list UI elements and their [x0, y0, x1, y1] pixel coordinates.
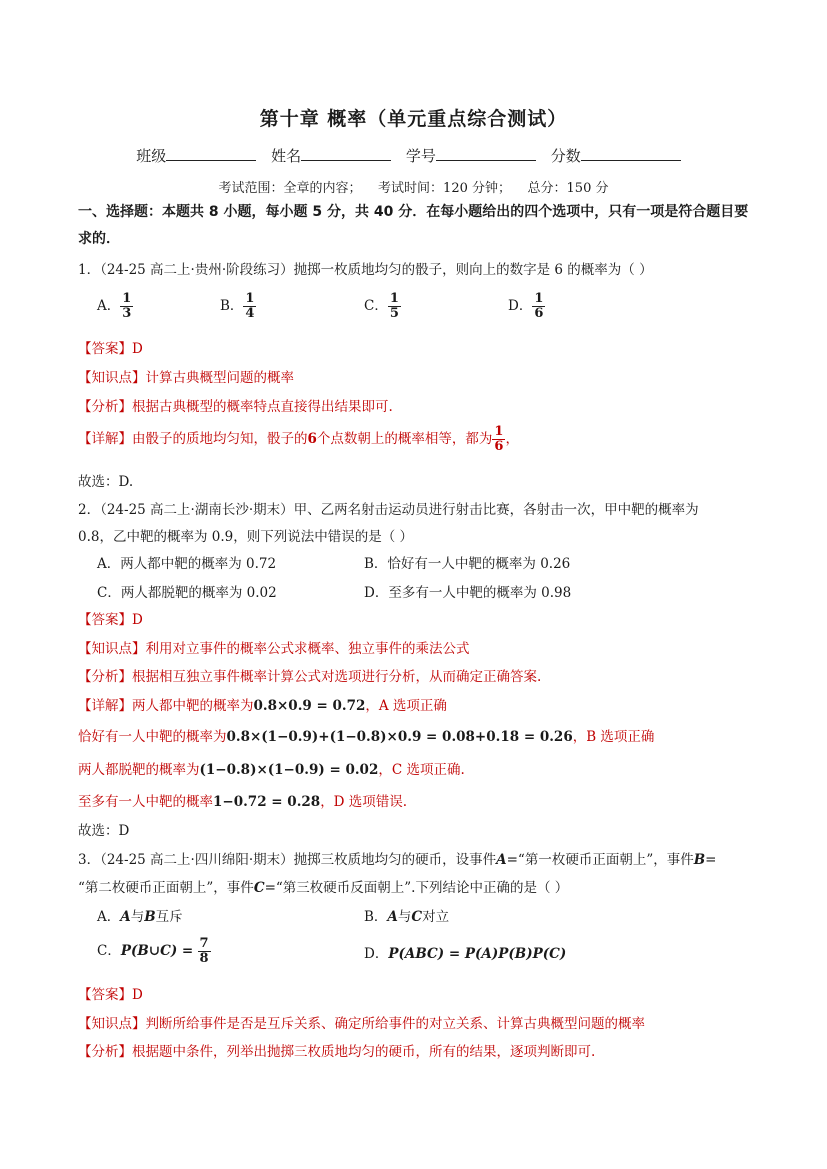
- q2-detail-3: 两人都脱靶的概率为(1−0.8)×(1−0.9) = 0.02，C 选项正确.: [78, 762, 465, 778]
- class-blank[interactable]: [166, 145, 256, 161]
- score-blank[interactable]: [581, 145, 681, 161]
- q1-analysis: 【分析】根据古典概型的概率特点直接得出结果即可.: [78, 399, 393, 415]
- q2-choice: 故选：D: [78, 823, 130, 839]
- exam-total: 总分：150 分: [527, 181, 609, 196]
- q3-stem-line2: “第二枚硬币正面朝上”，事件C=“第三枚硬币反面朝上”.下列结论中正确的是（ ）: [78, 880, 569, 896]
- q2-stem-line1: 2．（24-25 高二上·湖南长沙·期末）甲、乙两名射击运动员进行射击比赛，各射击一次，甲中靶的概率为: [78, 502, 699, 518]
- id-label: 学号: [405, 147, 436, 165]
- header-fields: [0, 145, 827, 166]
- q2-answer: 【答案】D: [78, 612, 143, 628]
- q1-option-c[interactable]: C． $\frac{1}{5}$: [364, 291, 399, 321]
- q2-option-a[interactable]: A．两人都中靶的概率为 0.72: [97, 556, 277, 572]
- score-label: 分数: [550, 147, 581, 165]
- q3-option-a[interactable]: A．A与B互斥: [97, 909, 183, 925]
- q3-option-c[interactable]: C．P(B∪C) = $\frac{7}{8}$: [97, 936, 209, 966]
- q1-answer: 【答案】D: [78, 341, 143, 357]
- q1-b-fraction: $\frac{1}{4}$: [245, 291, 255, 321]
- q1-option-b[interactable]: B． $\frac{1}{4}$: [220, 291, 255, 321]
- class-label: 班级: [136, 147, 167, 165]
- exam-meta: [0, 177, 827, 196]
- q1-knowledge: 【知识点】计算古典概型问题的概率: [78, 370, 294, 386]
- q1-option-a[interactable]: A． $\frac{1}{3}$: [97, 291, 132, 321]
- q2-stem-line2: 0.8，乙中靶的概率为 0.9，则下列说法中错误的是（ ）: [78, 529, 414, 545]
- exam-time: 考试时间：120 分钟；: [378, 181, 511, 196]
- name-blank[interactable]: [301, 145, 391, 161]
- q2-analysis: 【分析】根据相互独立事件概率计算公式对选项进行分析，从而确定正确答案.: [78, 669, 542, 685]
- section-heading-line1: 一、选择题：本题共 8 小题，每小题 5 分，共 40 分．在每小题给出的四个选项中，只有一项是符合题目要: [78, 204, 749, 220]
- q2-option-b[interactable]: B．恰好有一人中靶的概率为 0.26: [364, 556, 571, 572]
- q3-answer: 【答案】D: [78, 987, 143, 1003]
- q1-detail: 【详解】由骰子的质地均匀知，骰子的6个点数朝上的概率相等，都为 $\frac{1}{6}$ ，: [78, 424, 519, 454]
- q1-choice: 故选：D.: [78, 474, 134, 490]
- name-label: 姓名: [271, 147, 302, 165]
- exam-scope: 考试范围：全章的内容；: [218, 181, 362, 196]
- q3-analysis: 【分析】根据题中条件，列举出抛掷三枚质地均匀的硬币，所有的结果，逐项判断即可.: [78, 1044, 596, 1060]
- q2-knowledge: 【知识点】利用对立事件的概率公式求概率、独立事件的乘法公式: [78, 641, 470, 657]
- q3-option-d[interactable]: D．P(ABC) = P(A)P(B)P(C): [364, 946, 567, 962]
- q2-option-c[interactable]: C．两人都脱靶的概率为 0.02: [97, 585, 277, 601]
- q2-option-d[interactable]: D．至多有一人中靶的概率为 0.98: [364, 585, 572, 601]
- q2-detail-1: 【详解】两人都中靶的概率为0.8×0.9 = 0.72，A 选项正确: [78, 698, 447, 714]
- q1-d-fraction: $\frac{1}{6}$: [534, 291, 544, 321]
- page-title: 第十章 概率（单元重点综合测试）: [259, 108, 568, 130]
- id-blank[interactable]: [436, 145, 536, 161]
- q1-stem: 1．（24-25 高二上·贵州·阶段练习）抛掷一枚质地均匀的骰子，则向上的数字是 6 的概率为（ ）: [78, 262, 653, 278]
- q2-detail-2: 恰好有一人中靶的概率为0.8×(1−0.9)+(1−0.8)×0.9 = 0.08+0.18 = 0.26，B 选项正确: [78, 729, 655, 745]
- q1-detail-fraction: $\frac{1}{6}$: [494, 424, 504, 454]
- section-heading-line2: 求的．: [78, 231, 120, 247]
- q3-c-fraction: $\frac{7}{8}$: [199, 936, 209, 966]
- q1-c-fraction: $\frac{1}{5}$: [389, 291, 399, 321]
- q3-option-b[interactable]: B．A与C对立: [364, 909, 450, 925]
- q3-knowledge: 【知识点】判断所给事件是否是互斥关系、确定所给事件的对立关系、计算古典概型问题的概率: [78, 1016, 645, 1032]
- q3-stem-line1: 3．（24-25 高二上·四川绵阳·期末）抛掷三枚质地均匀的硬币，设事件A=“第一枚硬币正面朝上”，事件B=: [78, 852, 717, 868]
- q2-detail-4: 至多有一人中靶的概率1−0.72 = 0.28，D 选项错误.: [78, 794, 408, 810]
- q1-option-d[interactable]: D． $\frac{1}{6}$: [508, 291, 544, 321]
- q1-a-fraction: $\frac{1}{3}$: [122, 291, 132, 321]
